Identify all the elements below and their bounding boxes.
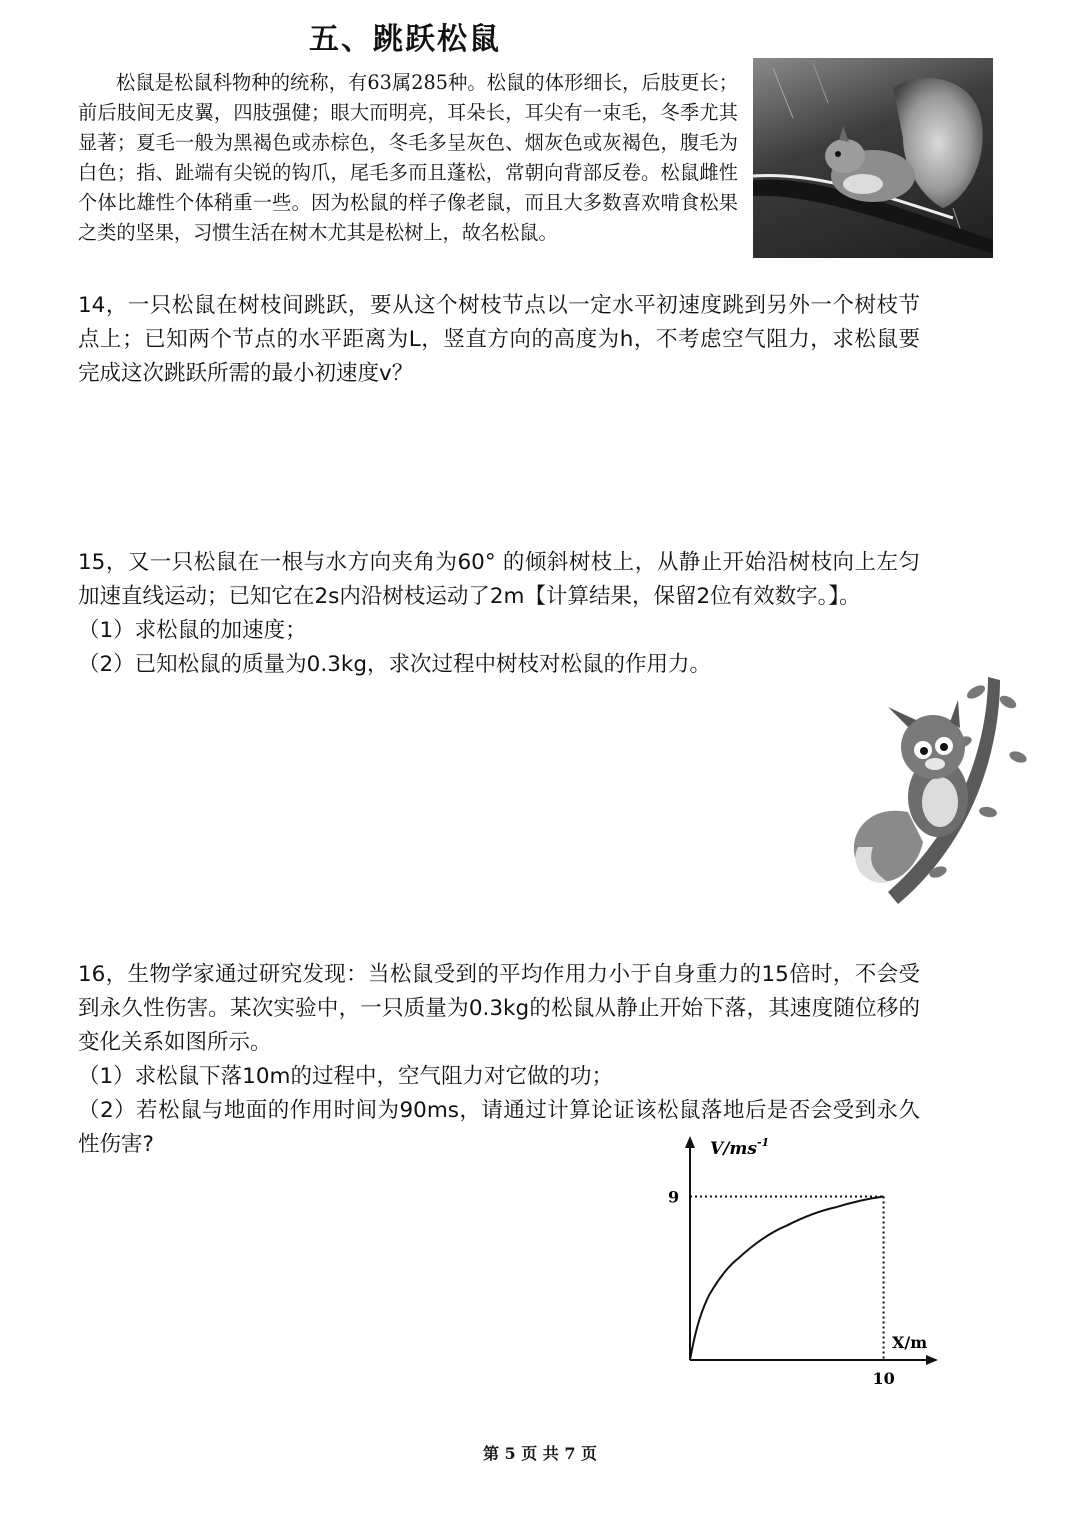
- section-title: 五、跳跃松鼠: [309, 22, 501, 57]
- question-16-text: 16，生物学家通过研究发现：当松鼠受到的平均作用力小于自身重力的15倍时，不会受到永久性伤害。某次实验中，一只质量为0.3kg的松鼠从静止开始下落，其速度随位移的变化关系如图所示。: [78, 962, 920, 1055]
- question-15-text: 15，又一只松鼠在一根与水方向夹角为60° 的倾斜树枝上，从静止开始沿树枝向上左匀加速直线运动；已知它在2s内沿树枝运动了2m【计算结果，保留2位有效数字。】。: [78, 550, 920, 609]
- intro-paragraph: 松鼠是松鼠科物种的统称，有63属285种。松鼠的体形细长，后肢更长；前后肢间无皮翼，四肢强健；眼大而明亮，耳朵长，耳尖有一束毛，冬季尤其显著；夏毛一般为黑褐色或赤棕色，冬毛多呈灰色、烟灰色或灰褐色，腹毛为白色；指、趾端有尖锐的钩爪，尾毛多而且蓬松，常朝向背部反卷。松鼠雌性个体比雄性个体稍重一些。因为松鼠的样子像老鼠，而且大多数喜欢啃食松果之类的坚果，习惯生活在树木尤其是松树上，故名松鼠。: [78, 71, 738, 244]
- velocity-displacement-graph: [670, 1130, 950, 1390]
- squirrel-photo: [753, 58, 993, 258]
- question-14-text: 14，一只松鼠在树枝间跳跃，要从这个树枝节点以一定水平初速度跳到另外一个树枝节点上；已知两个节点的水平距离为L，竖直方向的高度为h，不考虑空气阻力，求松鼠要完成这次跳跃所需的最小初速度v？: [78, 293, 920, 386]
- question-16-part-1: （1）求松鼠下落10m的过程中，空气阻力对它做的功；: [78, 1064, 613, 1089]
- y-tick-label: 9: [668, 1187, 680, 1207]
- question-16-part-2: （2）若松鼠与地面的作用时间为90ms，请通过计算论证该松鼠落地后是否会受到永久性伤害?: [78, 1098, 920, 1157]
- question-15-part-2: （2）已知松鼠的质量为0.3kg，求次过程中树枝对松鼠的作用力。: [78, 652, 711, 677]
- y-axis-label: $V/ms^{-1}$: [710, 1136, 770, 1159]
- x-axis-label: X/m: [892, 1333, 928, 1352]
- cartoon-squirrel-illustration: [838, 672, 1038, 912]
- y-axis-label-superscript: -1: [756, 1136, 770, 1149]
- question-15: [78, 546, 920, 682]
- cartoon-squirrel-image: [838, 672, 1038, 912]
- page-footer: 第 5 页 共 7 页: [482, 1444, 598, 1463]
- question-14: [78, 289, 920, 391]
- x-axis-arrow: [926, 1355, 938, 1365]
- velocity-curve: [690, 1197, 884, 1361]
- y-axis-arrow: [685, 1136, 695, 1148]
- question-15-part-1: （1）求松鼠的加速度；: [78, 618, 307, 643]
- graph-svg: [670, 1130, 950, 1390]
- squirrel-photo-image: [753, 58, 993, 258]
- x-tick-label: 10: [872, 1369, 895, 1388]
